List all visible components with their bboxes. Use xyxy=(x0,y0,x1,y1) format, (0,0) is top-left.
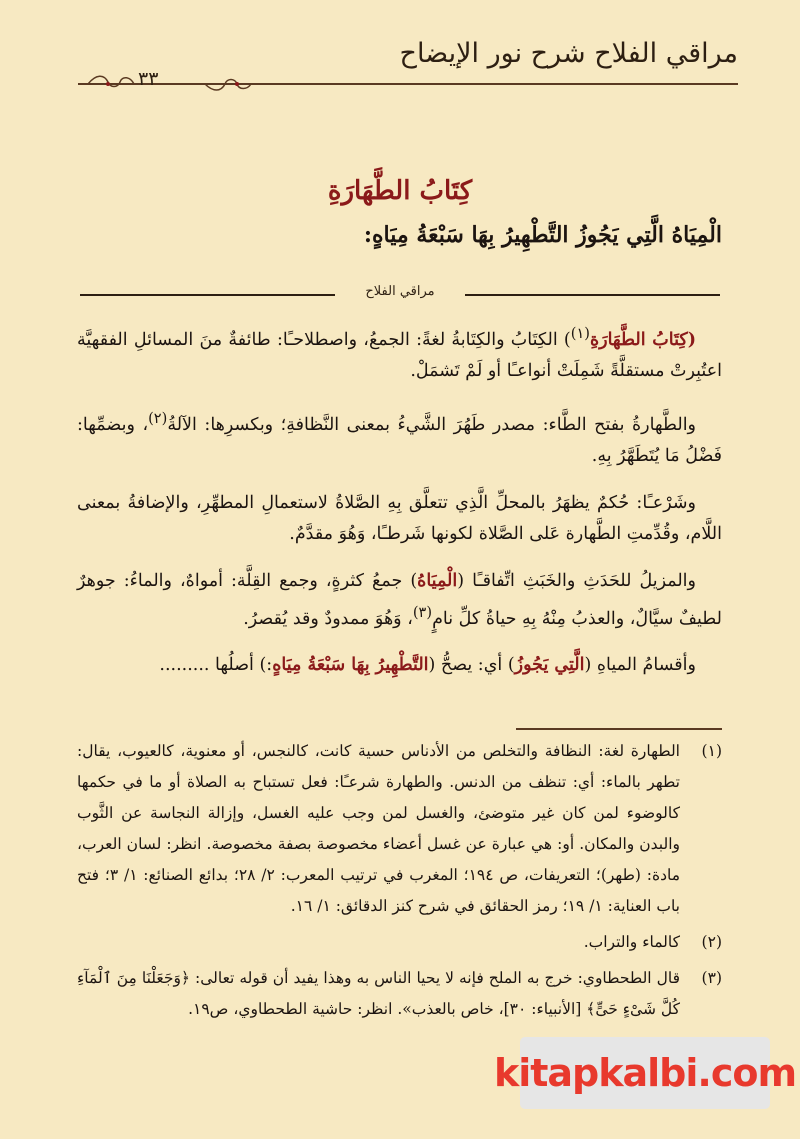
paragraph-text: والطَّهارةُ بفتح الطَّاء: مصدر طَهُرَ الشَّيءُ بمعنى النَّظافةِ؛ وبكسرِها: الآلةُ xyxy=(167,414,697,435)
highlighted-term: (كِتَابُ الطَّهَارَةِ xyxy=(589,329,696,350)
footnote-ref: (٢) xyxy=(148,409,168,427)
paragraph-text: ) أي: يصحُّ ( xyxy=(428,655,515,676)
header-rule xyxy=(78,83,738,85)
paragraph-text: وأقسامُ المياهِ ( xyxy=(584,655,696,676)
page-header xyxy=(78,38,738,98)
paragraph-text: ) جمعُ كثرةٍ، وجمع القِلَّة: أمواهٌ، والماءُ: جوهرٌ لطيفٌ سيَّالٌ، والعذبُ مِنْهُ بِهِ حياةُ كلِّ نامٍ xyxy=(77,570,722,629)
footnote-number: (١) xyxy=(701,742,722,760)
highlighted-term: الْمِيَاهُ xyxy=(417,570,458,591)
section-separator xyxy=(80,284,720,304)
footnote-text: قال الطحطاوي: خرج به الملح فإنه لا يحيا الناس به وهذا يفيد أن قوله تعالى: ﴿وَجَعَلْنَا مِنَ ٱلْمَآءِ كُلَّ شَىْءٍ حَىٍّ﴾ [الأنبياء: ٣٠]، خاص بالعذب». انظر: حاشية الطحطاوي، ص١٩. xyxy=(77,969,680,1018)
flourish-ornament-icon xyxy=(86,72,136,96)
paragraph xyxy=(77,650,722,681)
separator-label: مراقي الفلاح xyxy=(359,284,440,299)
paragraph-text: ، وَهُوَ ممدودٌ وقد يُقصرُ. xyxy=(243,608,413,629)
paragraph xyxy=(77,403,722,472)
commentary-body xyxy=(77,318,722,697)
footnote-number: (٢) xyxy=(701,933,722,951)
paragraph xyxy=(77,318,722,387)
matn-text: الْمِيَاهُ الَّتِي يَجُوزُ التَّطْهِيرُ بِهَا سَبْعَةُ مِيَاهٍ: xyxy=(363,222,722,248)
paragraph xyxy=(77,566,722,635)
footnote-rule xyxy=(516,728,722,730)
footnote-ref: (١) xyxy=(570,325,590,342)
paragraph-text: والمزيلُ للحَدَثِ والخَبَثِ اتِّفاقـًا ( xyxy=(457,570,696,591)
highlighted-term: الَّتِي يَجُوزُ xyxy=(514,655,585,676)
paragraph-text: :) أصلُها ......... xyxy=(159,655,273,676)
page-number: ٣٣ xyxy=(138,68,159,90)
chapter-title: كِتَابُ الطَّهَارَةِ xyxy=(327,176,473,206)
watermark-logo: kitapkalbi.com xyxy=(520,1037,770,1109)
footnote-text: كالماء والتراب. xyxy=(583,933,680,951)
footnote xyxy=(77,927,722,958)
footnote-text: الطهارة لغة: النظافة والتخلص من الأدناس حسية كانت، كالنجس، أو معنوية، كالعيوب، يقال: تطهر بالماء: أي: تنظف من الدنس. والطهارة شرعـًا: فعل تستباح به الصلاة أو ما في حكمها كالوضوء لمن كان غير متوضئ، والغسل لمن وجب عليه الغسل، وإزالة النجاسة عن الثَّوب والبدن والمكان. أو: هي عبارة عن غسل أعضاء مخصوصة بصفة مخصوصة. انظر: لسان العرب، مادة: (طهر)؛ التعريفات، ص ١٩٤؛ المغرب في ترتيب المعرب: ٢/ ٢٨؛ بدائع الصنائع: ١/ ٣؛ فتح باب العناية: ١/ ١٩؛ رمز الحقائق في شرح كنز الدقائق: ١/ ١٦. xyxy=(77,742,681,915)
paragraph-text: وشَرْعـًا: حُكمٌ يظهَرُ بالمحلِّ الَّذِي تتعلَّق بِهِ الصَّلاةُ لاستعمالِ المطهِّرِ، والإضافةُ بمعنى اللَّام، وقُدِّمتِ الطَّهارة عَلى الصَّلاة لكونها شَرطـًا، وَهُوَ مقدَّمٌ. xyxy=(77,492,722,544)
footnote-ref: (٣) xyxy=(412,603,433,621)
paragraph xyxy=(77,488,722,550)
footnotes xyxy=(77,736,722,1030)
book-title: مراقي الفلاح شرح نور الإيضاح xyxy=(399,38,738,69)
footnote xyxy=(77,736,722,922)
highlighted-term: التَّطْهِيرُ بِهَا سَبْعَةُ مِيَاهٍ xyxy=(272,655,429,676)
footnote xyxy=(77,963,722,1025)
flourish-ornament-icon xyxy=(203,72,253,96)
paragraph-text: ) الكِتَابُ والكِتَابةُ لغةً: الجمعُ، واصطلاحـًا: طائفةٌ منَ المسائلِ الفقهيَّة اعتُبِرتْ مستقلَّةً شَمِلَتْ أنواعـًا أو لَمْ تَشمَلْ. xyxy=(77,329,722,381)
paragraph-text: ، وبضمِّها: فَضْلُ مَا يُتَطَهَّرُ بِهِ. xyxy=(77,414,722,466)
footnote-number: (٣) xyxy=(701,969,722,987)
